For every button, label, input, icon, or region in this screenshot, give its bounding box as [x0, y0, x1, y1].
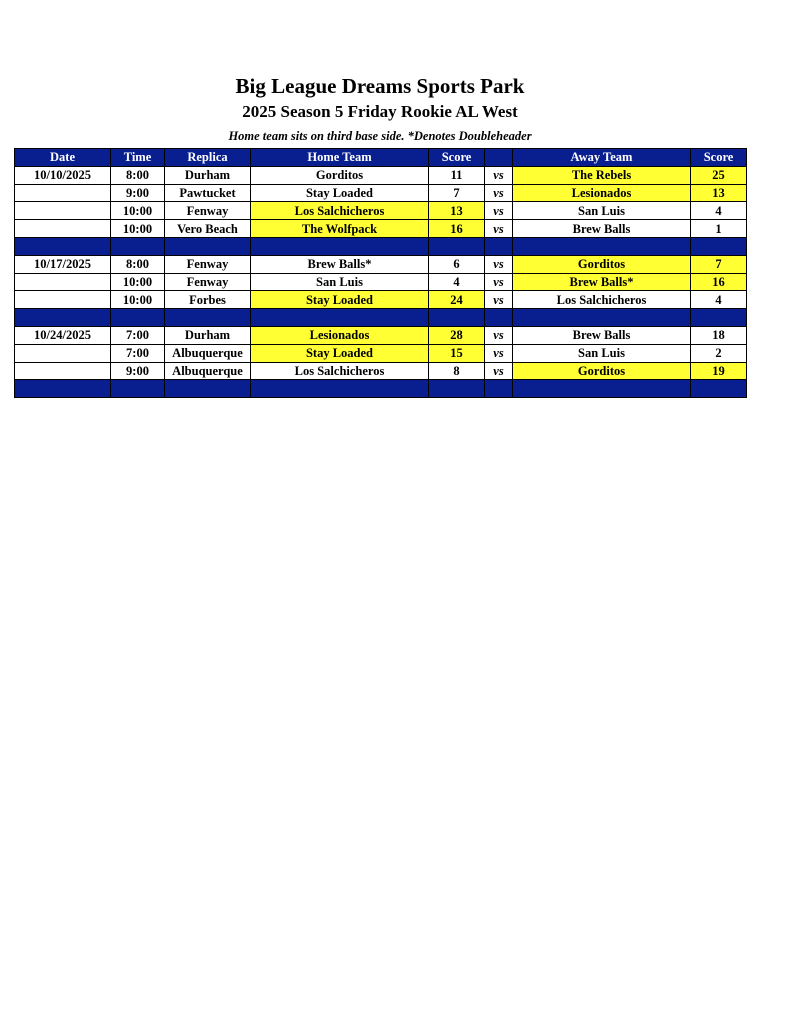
- vs-cell: vs: [485, 255, 513, 273]
- vs-cell: vs: [485, 273, 513, 291]
- replica-cell: Fenway: [165, 273, 251, 291]
- home-score-cell: 24: [429, 291, 485, 309]
- time-cell: 8:00: [111, 166, 165, 184]
- vs-cell: vs: [485, 326, 513, 344]
- table-row: [15, 220, 747, 238]
- home-team-cell: Stay Loaded: [251, 344, 429, 362]
- table-row: [15, 291, 747, 309]
- time-cell: 8:00: [111, 255, 165, 273]
- vs-cell: vs: [485, 184, 513, 202]
- time-cell: 7:00: [111, 326, 165, 344]
- home-team-cell: Lesionados: [251, 326, 429, 344]
- replica-cell: Albuquerque: [165, 344, 251, 362]
- separator-row: [15, 309, 747, 327]
- separator-cell: [251, 380, 429, 398]
- away-team-cell: San Luis: [513, 202, 691, 220]
- away-score-cell: 13: [691, 184, 747, 202]
- column-header: Replica: [165, 149, 251, 167]
- time-cell: 10:00: [111, 291, 165, 309]
- replica-cell: Vero Beach: [165, 220, 251, 238]
- home-team-cell: Stay Loaded: [251, 184, 429, 202]
- home-team-cell: Gorditos: [251, 166, 429, 184]
- home-score-cell: 15: [429, 344, 485, 362]
- separator-cell: [513, 237, 691, 255]
- table-row: [15, 202, 747, 220]
- column-header: Score: [429, 149, 485, 167]
- vs-cell: vs: [485, 202, 513, 220]
- table-row: [15, 362, 747, 380]
- replica-cell: Fenway: [165, 202, 251, 220]
- vs-cell: vs: [485, 291, 513, 309]
- separator-cell: [429, 309, 485, 327]
- vs-cell: vs: [485, 362, 513, 380]
- home-team-cell: Brew Balls*: [251, 255, 429, 273]
- home-score-cell: 7: [429, 184, 485, 202]
- page-note: Home team sits on third base side. *Denotes Doubleheader: [228, 129, 532, 143]
- home-team-cell: San Luis: [251, 273, 429, 291]
- replica-cell: Durham: [165, 326, 251, 344]
- column-header: Away Team: [513, 149, 691, 167]
- away-score-cell: 19: [691, 362, 747, 380]
- page-title: Big League Dreams Sports Park: [235, 74, 525, 98]
- separator-cell: [485, 380, 513, 398]
- separator-cell: [251, 237, 429, 255]
- date-cell: [15, 202, 111, 220]
- separator-cell: [111, 237, 165, 255]
- column-header: Score: [691, 149, 747, 167]
- home-team-cell: Los Salchicheros: [251, 362, 429, 380]
- date-cell: [15, 344, 111, 362]
- date-cell: [15, 291, 111, 309]
- date-cell: [15, 220, 111, 238]
- replica-cell: Albuquerque: [165, 362, 251, 380]
- away-team-cell: Gorditos: [513, 255, 691, 273]
- date-cell: 10/10/2025: [15, 166, 111, 184]
- separator-cell: [513, 309, 691, 327]
- separator-cell: [691, 237, 747, 255]
- separator-row: [15, 237, 747, 255]
- separator-cell: [165, 380, 251, 398]
- home-score-cell: 6: [429, 255, 485, 273]
- away-team-cell: Lesionados: [513, 184, 691, 202]
- replica-cell: Forbes: [165, 291, 251, 309]
- time-cell: 7:00: [111, 344, 165, 362]
- home-score-cell: 8: [429, 362, 485, 380]
- replica-cell: Durham: [165, 166, 251, 184]
- away-team-cell: Los Salchicheros: [513, 291, 691, 309]
- away-score-cell: 2: [691, 344, 747, 362]
- away-team-cell: Brew Balls: [513, 326, 691, 344]
- home-team-cell: Los Salchicheros: [251, 202, 429, 220]
- page-subtitle: 2025 Season 5 Friday Rookie AL West: [242, 102, 518, 121]
- table-row: [15, 255, 747, 273]
- separator-cell: [165, 309, 251, 327]
- away-score-cell: 25: [691, 166, 747, 184]
- date-cell: [15, 184, 111, 202]
- separator-cell: [513, 380, 691, 398]
- replica-cell: Pawtucket: [165, 184, 251, 202]
- away-team-cell: Brew Balls: [513, 220, 691, 238]
- table-row: [15, 344, 747, 362]
- time-cell: 10:00: [111, 273, 165, 291]
- home-score-cell: 28: [429, 326, 485, 344]
- separator-row: [15, 380, 747, 398]
- separator-cell: [15, 380, 111, 398]
- separator-cell: [251, 309, 429, 327]
- table-row: [15, 166, 747, 184]
- replica-cell: Fenway: [165, 255, 251, 273]
- separator-cell: [485, 237, 513, 255]
- away-team-cell: The Rebels: [513, 166, 691, 184]
- date-cell: [15, 273, 111, 291]
- table-row: [15, 184, 747, 202]
- away-score-cell: 18: [691, 326, 747, 344]
- date-cell: [15, 362, 111, 380]
- table-header-row: [15, 149, 747, 167]
- vs-cell: vs: [485, 166, 513, 184]
- away-score-cell: 1: [691, 220, 747, 238]
- separator-cell: [429, 237, 485, 255]
- separator-cell: [111, 380, 165, 398]
- separator-cell: [111, 309, 165, 327]
- home-score-cell: 16: [429, 220, 485, 238]
- home-score-cell: 4: [429, 273, 485, 291]
- separator-cell: [485, 309, 513, 327]
- away-score-cell: 4: [691, 291, 747, 309]
- vs-cell: vs: [485, 344, 513, 362]
- separator-cell: [15, 237, 111, 255]
- away-score-cell: 4: [691, 202, 747, 220]
- separator-cell: [15, 309, 111, 327]
- column-header: Date: [15, 149, 111, 167]
- away-score-cell: 7: [691, 255, 747, 273]
- away-team-cell: Gorditos: [513, 362, 691, 380]
- time-cell: 9:00: [111, 362, 165, 380]
- vs-cell: vs: [485, 220, 513, 238]
- home-team-cell: Stay Loaded: [251, 291, 429, 309]
- home-score-cell: 13: [429, 202, 485, 220]
- table-row: [15, 273, 747, 291]
- away-score-cell: 16: [691, 273, 747, 291]
- schedule-table: [14, 148, 747, 398]
- date-cell: 10/24/2025: [15, 326, 111, 344]
- separator-cell: [691, 380, 747, 398]
- separator-cell: [429, 380, 485, 398]
- home-team-cell: The Wolfpack: [251, 220, 429, 238]
- column-header: Home Team: [251, 149, 429, 167]
- separator-cell: [165, 237, 251, 255]
- time-cell: 9:00: [111, 184, 165, 202]
- table-row: [15, 326, 747, 344]
- date-cell: 10/17/2025: [15, 255, 111, 273]
- home-score-cell: 11: [429, 166, 485, 184]
- column-header: Time: [111, 149, 165, 167]
- column-header: [485, 149, 513, 167]
- time-cell: 10:00: [111, 202, 165, 220]
- separator-cell: [691, 309, 747, 327]
- away-team-cell: San Luis: [513, 344, 691, 362]
- away-team-cell: Brew Balls*: [513, 273, 691, 291]
- time-cell: 10:00: [111, 220, 165, 238]
